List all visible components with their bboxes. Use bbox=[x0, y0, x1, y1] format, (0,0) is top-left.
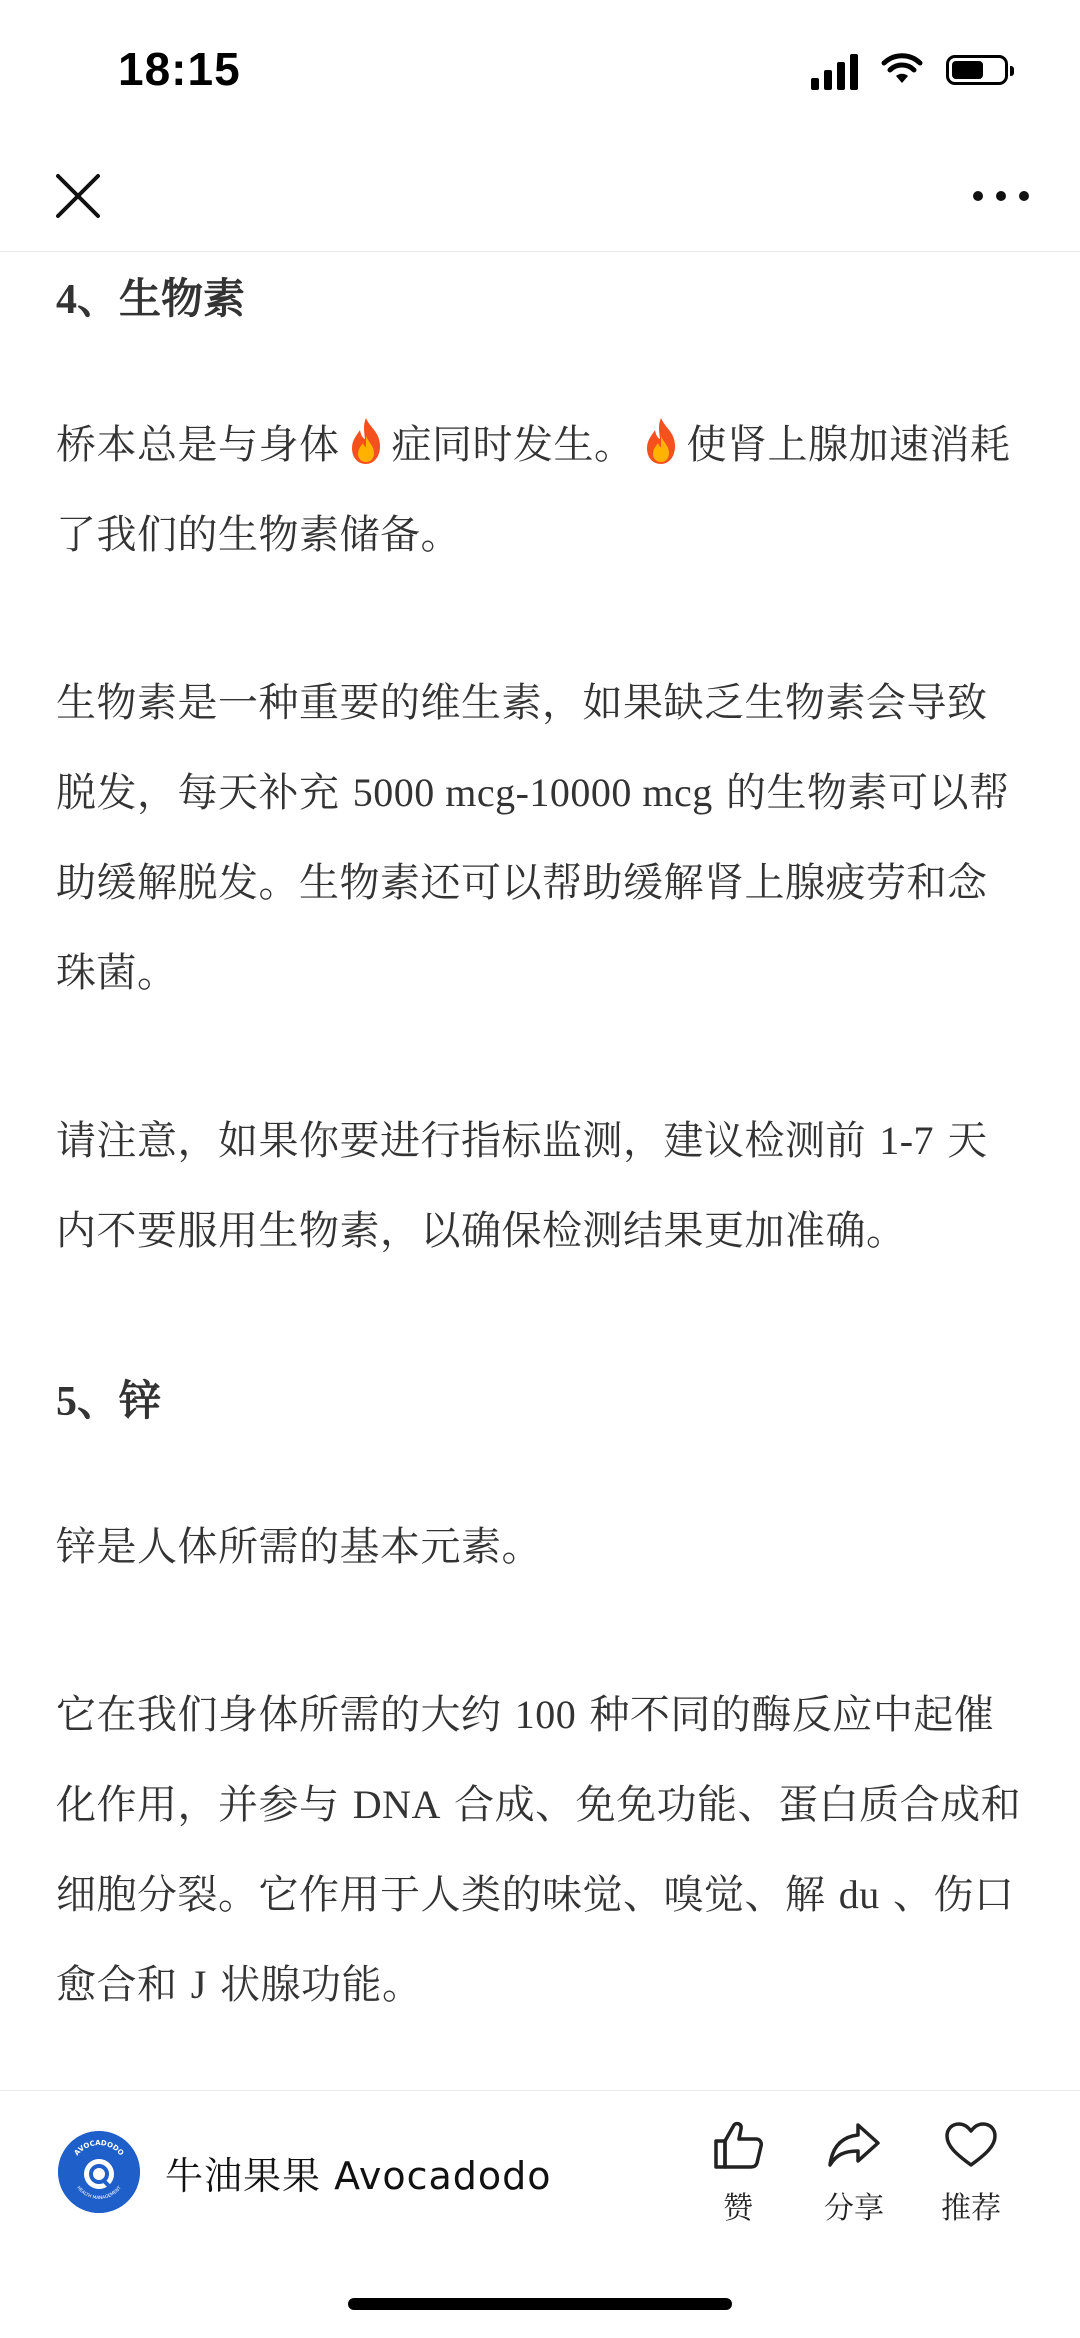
article-body bbox=[56, 252, 1024, 2090]
paragraph-zinc-intro: 锌是人体所需的基本元素。 bbox=[56, 1524, 542, 1570]
cellular-signal-icon bbox=[811, 50, 858, 90]
share-label: 分享 bbox=[824, 2191, 884, 2226]
bottom-action-bar bbox=[0, 2090, 1080, 2250]
status-icons bbox=[811, 50, 1008, 90]
home-indicator[interactable] bbox=[348, 2298, 732, 2310]
avatar-logo bbox=[58, 2131, 140, 2213]
thumbs-up-icon bbox=[710, 2119, 766, 2171]
svg-text:HEALTH MANAGEMENT: HEALTH MANAGEMENT bbox=[75, 2185, 123, 2202]
paragraph-zinc-function bbox=[56, 1670, 1024, 2030]
fire-emoji-icon bbox=[639, 416, 683, 466]
text-run: 合成、免免功能、蛋白质合成和细胞分裂。它作用于人类的味觉、嗅觉、解 bbox=[56, 1782, 1022, 1918]
text-run: 请注意，如果你要进行指标监测，建议检测前 bbox=[56, 1118, 866, 1164]
text-run: 它在我们身体所需的大约 bbox=[56, 1692, 502, 1738]
fire-emoji-icon bbox=[344, 416, 388, 466]
text-run: 生物素是一种重要的维生素，如果缺乏生物素会导致脱发，每天补充 bbox=[56, 680, 988, 816]
close-button[interactable] bbox=[50, 168, 106, 224]
recommend-label: 推荐 bbox=[941, 2191, 1001, 2226]
section-heading-zinc: 5、锌 bbox=[56, 1379, 162, 1425]
top-nav bbox=[0, 140, 1080, 252]
heart-icon bbox=[942, 2119, 1000, 2171]
paragraph-biotin-intro bbox=[56, 400, 1024, 580]
paragraph-biotin-note bbox=[56, 1096, 1024, 1276]
close-icon bbox=[50, 168, 106, 224]
paragraph-biotin-dosage bbox=[56, 658, 1024, 1018]
battery-fill bbox=[952, 61, 983, 79]
text-run: 天内不要服用生物素，以确保检测结果更加准确。 bbox=[56, 1118, 988, 1254]
status-bar bbox=[0, 0, 1080, 140]
battery-icon bbox=[946, 55, 1008, 85]
latin-run: J bbox=[190, 1962, 207, 2007]
share-icon bbox=[826, 2119, 882, 2171]
text-run: 种不同的酶反应中起催化作用，并参与 bbox=[56, 1692, 995, 1828]
status-time: 18:15 bbox=[118, 43, 241, 95]
dosage-value: 5000 mcg-10000 mcg bbox=[352, 770, 713, 815]
like-label: 赞 bbox=[723, 2191, 753, 2226]
text-run: 使肾上腺加速消耗了我们的生物素储备。 bbox=[56, 422, 1011, 558]
day-range: 1-7 bbox=[879, 1118, 935, 1163]
recommend-button[interactable] bbox=[916, 2119, 1026, 2227]
latin-run: du bbox=[838, 1872, 880, 1917]
share-button[interactable] bbox=[799, 2119, 909, 2227]
text-run: 状腺功能。 bbox=[220, 1962, 423, 2008]
account-name[interactable]: 牛油果果 Avocadodo bbox=[165, 2154, 552, 2198]
like-button[interactable] bbox=[683, 2119, 793, 2227]
text-run: 、伤口愈合和 bbox=[56, 1872, 1015, 2008]
wifi-icon bbox=[880, 53, 924, 87]
number-run: 100 bbox=[514, 1692, 577, 1737]
more-icon bbox=[966, 168, 1036, 224]
dna-text: DNA bbox=[352, 1782, 441, 1827]
account-avatar[interactable] bbox=[58, 2131, 140, 2213]
text-run: 桥本总是与身体 bbox=[56, 422, 340, 468]
section-heading-biotin: 4、生物素 bbox=[56, 277, 246, 323]
text-run: 的生物素可以帮助缓解脱发。生物素还可以帮助缓解肾上腺疲劳和念珠菌。 bbox=[56, 770, 1010, 996]
more-options-button[interactable] bbox=[966, 168, 1036, 224]
text-run: 症同时发生。 bbox=[391, 422, 635, 468]
svg-text:AVOCADODO: AVOCADODO bbox=[72, 2138, 126, 2158]
